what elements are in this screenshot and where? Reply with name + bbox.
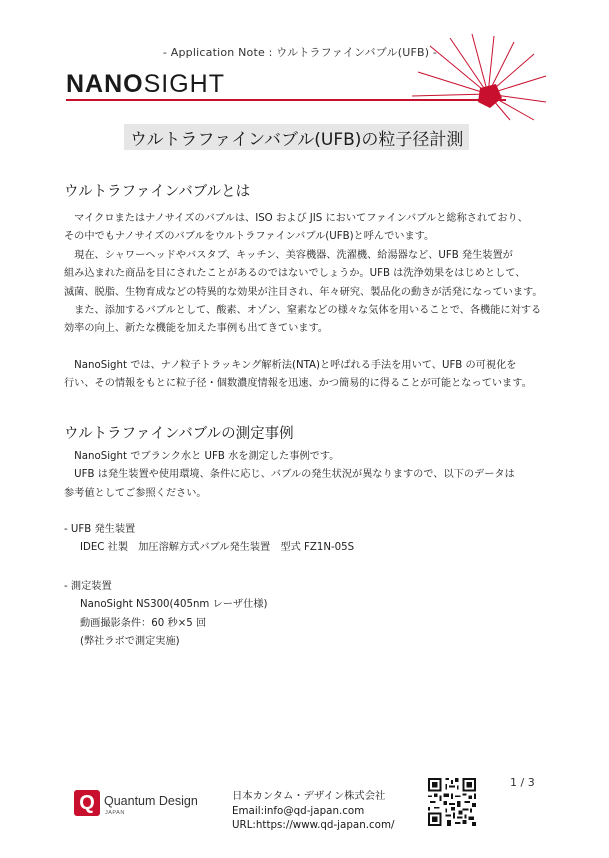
ufb-device-label: - UFB 発生装置 xyxy=(64,524,136,535)
text-line: マイクロまたはナノサイズのバブルは、ISO および JIS においてファインバブルと総称されており、 xyxy=(64,213,528,224)
section-ufb-about-text xyxy=(64,210,544,339)
text-line: UFB は発生装置や使用環境、条件に応じ、バブルの発生状況が異なりますので、以下のデータは xyxy=(64,469,515,481)
ufb-device-value: IDEC 社製 加圧溶解方式バブル発生装置 型式 FZ1N-05S xyxy=(80,542,355,554)
section-heading-ufb-about: ウルトラファインバブルとは xyxy=(64,184,251,200)
section-nanosight-text xyxy=(64,357,544,394)
contact-info xyxy=(232,789,394,833)
email-link[interactable]: Email:info@qd-japan.com xyxy=(232,804,365,817)
logo-text-bold: NANO xyxy=(66,70,144,98)
measurement-device-line: (弊社ラボで測定実施) xyxy=(80,636,180,648)
page-number: 1 / 3 xyxy=(510,776,535,789)
text-line: 現在、シャワーヘッドやバスタブ、キッチン、美容機器、洗濯機、給湯器など、UFB 発生装置が xyxy=(64,249,513,261)
text-line: 効率の向上、新たな機能を加えた事例も出てきています。 xyxy=(64,323,329,335)
nanosight-logo xyxy=(66,72,225,97)
application-note-label: - Application Note : ウルトラファインバブル(UFB) - xyxy=(162,46,438,59)
text-line: 行い、その情報をもとに粒子径・個数濃度情報を迅速、かつ簡易的に得ることが可能となっています。 xyxy=(64,378,532,390)
text-line: NanoSight でブランク水と UFB 水を測定した事例です。 xyxy=(64,451,340,462)
text-line: 組み込まれた商品を目にされたことがあるのではないでしょうか。UFB は洗浄効果をはじめとして、 xyxy=(64,268,526,280)
logo-company-sub: JAPAN xyxy=(105,810,125,816)
section-heading-measurement: ウルトラファインバブルの測定事例 xyxy=(64,426,294,442)
text-line: その中でもナノサイズのバブルをウルトラファインバブル(UFB)と呼んでいます。 xyxy=(64,231,435,243)
qr-code-icon[interactable] xyxy=(428,778,476,826)
quantum-design-logo: Q Quantum Design JAPAN xyxy=(74,790,224,830)
document-title: ウルトラファインバブル(UFB)の粒子径計測 xyxy=(124,124,469,150)
section-measurement-text xyxy=(64,448,544,503)
measurement-device-label: - 測定装置 xyxy=(64,581,112,592)
company-name: 日本カンタム・デザイン株式会社 xyxy=(232,790,386,802)
starburst-icon xyxy=(410,32,550,122)
website-link[interactable]: URL:https://www.qd-japan.com/ xyxy=(232,819,395,831)
text-line: また、添加するバブルとして、酸素、オゾン、窒素などの様々な気体を用いることで、各機能に対する xyxy=(64,305,542,317)
logo-company-name: Quantum Design xyxy=(104,794,198,808)
text-line: 滅菌、脱脂、生物育成などの特異的な効果が注目され、年々研究、製品化の動きが活発になっています。 xyxy=(64,286,543,298)
text-line: NanoSight では、ナノ粒子トラッキング解析法(NTA)と呼ばれる手法を用いて、UFB の可視化を xyxy=(64,360,517,371)
ufb-device-spec xyxy=(64,521,354,558)
measurement-device-line: 動画撮影条件：60 秒×5 回 xyxy=(80,617,207,629)
measurement-device-spec xyxy=(64,578,268,652)
logo-text-light: SIGHT xyxy=(143,70,226,98)
text-line: 参考値としてご参照ください。 xyxy=(64,487,207,499)
header-rule xyxy=(66,99,506,101)
measurement-device-line: NanoSight NS300(405nm レーザ仕様) xyxy=(80,599,268,611)
